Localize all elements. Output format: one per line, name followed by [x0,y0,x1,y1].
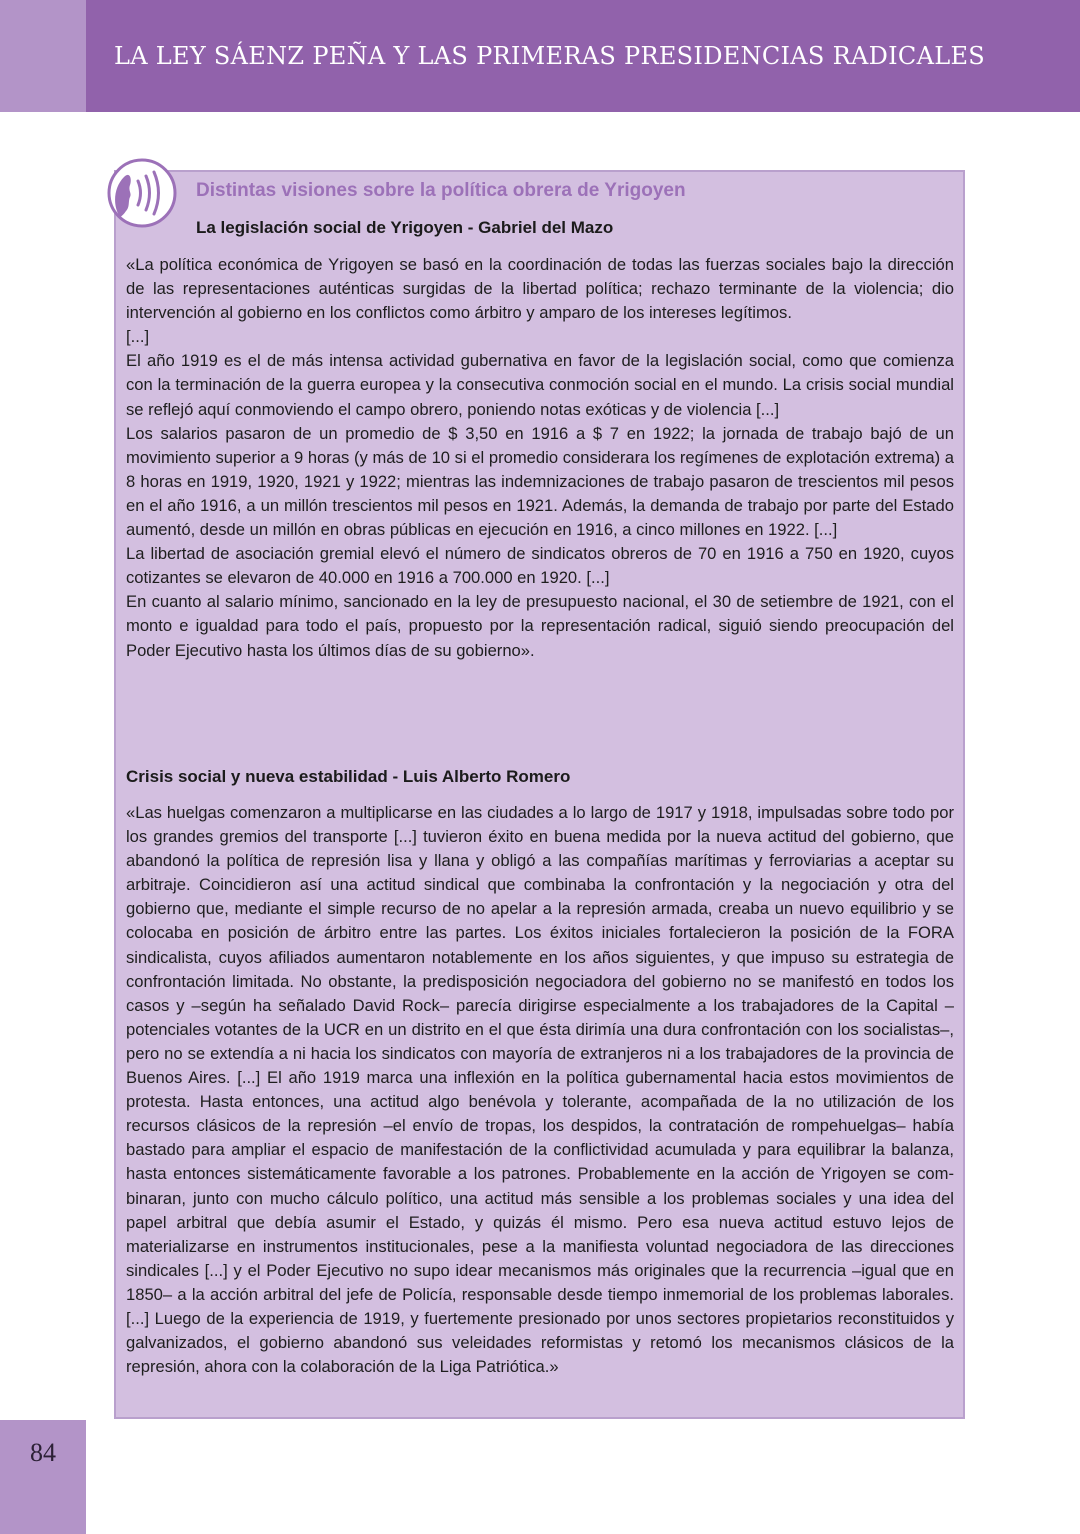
speaking-head-icon [106,157,178,229]
header-accent-tab [0,0,86,112]
quote-paragraph: El año 1919 es el de más intensa actividad gubernativa en favor de la legislación social, como que comienza con la terminación de la guerra europea y la consecutiva conmoción social en el mundo. La crisis social mundial se reflejó aquí conmoviendo el campo obrero, poniendo notas exóticas y de violencia [...] [126,351,954,419]
romero-quote [126,801,954,1379]
box-title: Distintas visiones sobre la política obrera de Yrigoyen [196,180,686,201]
chapter-title: LA LEY SÁENZ PEÑA Y LAS PRIMERAS PRESIDENCIAS RADICALES [114,42,986,70]
page-number: 84 [30,1438,56,1467]
section-heading-del-mazo: La legislación social de Yrigoyen - Gabriel del Mazo [196,218,614,237]
section-heading-romero: Crisis social y nueva estabilidad - Luis Alberto Romero [126,767,571,786]
quote-paragraph: La libertad de asociación gremial elevó el número de sindicatos obreros de 70 en 1916 a 750 en 1920, cuyos cotizantes se elevaron de 40.000 en 1916 a 700.000 en 1920. [...] [126,544,954,588]
del-mazo-quote [126,253,954,663]
quote-paragraph: «La política económica de Yrigoyen se basó en la coordinación de todas las fuerzas sociales bajo la dirección de las representaciones auténticas surgidas de la libertad política; rechazo terminante de la violencia; dio intervención al gobierno en los conflictos como árbitro y amparo de los intereses legítimos. [126,255,954,323]
quote-paragraph: [...] [126,327,150,347]
quote-paragraph: En cuanto al salario mínimo, sancionado en la ley de presupuesto nacional, el 30 de setiembre de 1921, con el monto e igualdad para todo el país, propuesto por la representación radical, siguió siendo preocupación del Poder Ejecutivo hasta los últimos días de su gobierno». [126,592,954,660]
quote-paragraph: Los salarios pasaron de un promedio de $ 3,50 en 1916 a $ 7 en 1922; la jornada de trabajo bajó de un movimiento superior a 9 horas (y más de 10 si el promedio considerara los regímenes de explotación extrema) a 8 horas en 1919, 1920, 1921 y 1922; mientras las indemnizaciones de trabajo pasaron de trescientos mil pesos en el año 1916, a un millón trescientos mil pesos en 1921. Además, la demanda de trabajo por parte del Estado aumentó, desde un millón en obras públicas en ejecución en 1916, a cinco millones en 1922. [...] [126,423,954,540]
quote-paragraph: «Las huelgas comenzaron a multiplicarse en las ciudades a lo largo de 1917 y 1918, impulsadas sobre todo por los grandes gremios del transporte [...] tuvieron éxito en buena medida por la nueva actitud del gobierno, que abandonó la política de represión lisa y llana y obligó a las compañías marítimas y ferroviarias a aceptar su arbitraje. Coincidieron así una actitud sindical que combinaba la confrontación y la negociación y otra del gobierno que, mediante el simple recurso de no apelar a la represión armada, creaba un nuevo equilibrio y se colocaba en posición de árbitro entre las partes. Los éxitos iniciales fortalecieron la posición de la FORA sindicalista, cuyos afiliados aumentaron notablemente en los años siguientes, y que impuso su estrategia de confrontación limitada. No obstante, la predisposición negociadora del gobierno no se manifestó en todos los casos y –según ha señalado David Rock– parecía dirigirse especialmente a los trabajadores de la Capital –potenciales votantes de la UCR en un distrito en el que ésta dirimía una dura confrontación con los socialistas–, pero no se extendía a ni hacia los sindicatos con mayoría de extranjeros ni a los trabajadores de la provincia de Buenos Aires. [...] El año 1919 marca una inflexión en la política gubernamental hacia estos movimientos de protesta. Hasta entonces, una actitud algo benévola y tolerante, acompañada de la no utilización de los recursos clásicos de la represión –el envío de tropas, los despidos, la contratación de rompehuelgas– había bastado para ampliar el espacio de manifestación de la conflictividad acumulada y para equilibrar la balanza, hasta entonces sistemáticamente favorable a los patrones. Probablemente en la acción de Yrigoyen se combinaran, junto con mucho cálculo político, una actitud más sensible a los problemas sociales y una idea del papel arbitral que debía asumir el Estado, y quizás él mismo. Pero esa nueva actitud estuvo lejos de materializarse en instrumentos institucionales, pese a la manifiesta voluntad negociadora de las direcciones sindicales [...] y el Poder Ejecutivo no supo idear mecanismos más originales que la recurrencia –igual que en 1850– a la acción arbitral del jefe de Policía, responsable desde tiempo inmemorial de los problemas laborales. [...] Luego de la experiencia de 1919, y fuertemente presionado por unos sectores propietarios reconstituidos y galvanizados, el gobierno abandonó sus veleidades reformistas y retomó los mecanismos clásicos de la represión, ahora con la colaboración de la Liga Patriótica.» [126,803,954,1377]
